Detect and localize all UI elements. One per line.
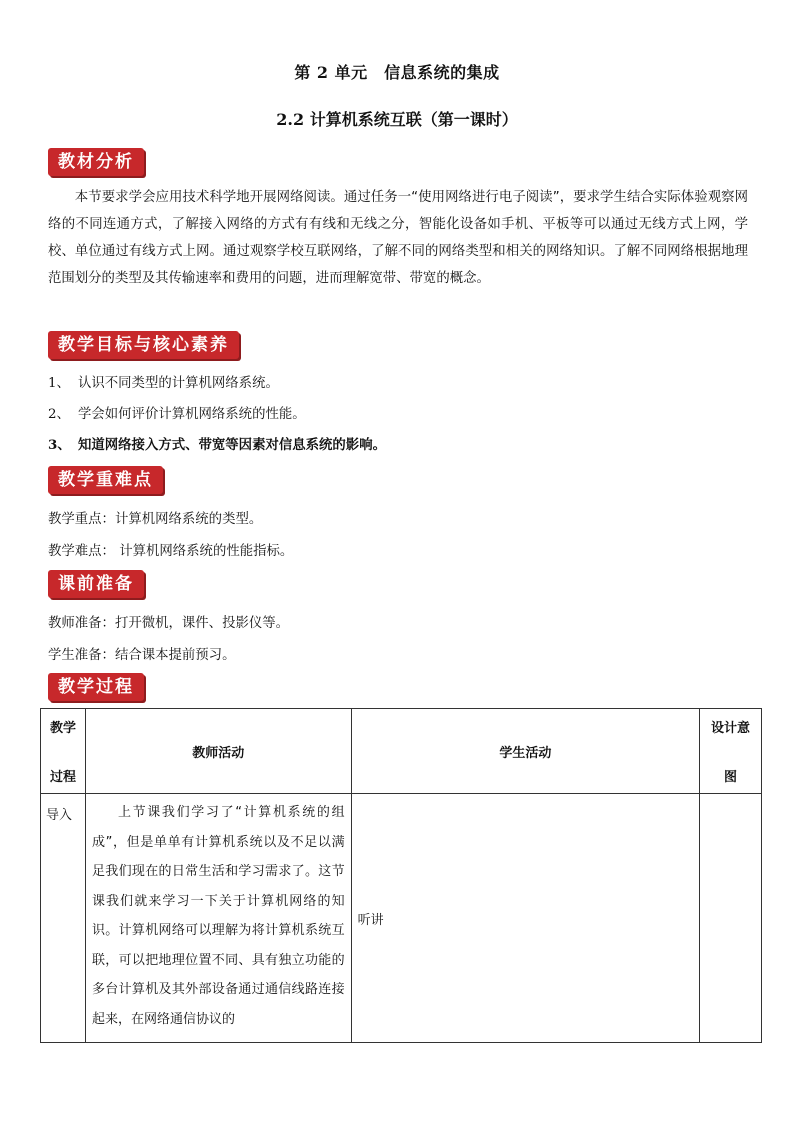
table-header-row: [41, 709, 762, 794]
header-stage: [41, 709, 86, 794]
design-intent-cell: [700, 794, 762, 1043]
objective-item: [48, 372, 279, 391]
teacher-preparation: 教师准备：打开微机，课件、投影仪等。: [48, 616, 290, 631]
section-heading-process: 教学过程: [48, 673, 144, 701]
header-design-bottom: 图: [724, 770, 738, 785]
key-point-difficulty: 教学难点： 计算机网络系统的性能指标。: [48, 544, 294, 559]
lesson-title: 2.2 计算机系统互联（第一课时）: [276, 110, 518, 129]
teaching-process-table: [40, 708, 762, 1043]
section-heading-analysis: 教材分析: [48, 148, 144, 176]
header-stage-bottom: 过程: [49, 770, 76, 785]
table-row: [41, 794, 762, 1043]
objective-text: 知道网络接入方式、带宽等因素对信息系统的影响。: [78, 437, 386, 453]
section-heading-key-points: 教学重难点: [48, 466, 163, 494]
header-stage-top: 教学: [49, 721, 76, 736]
unit-title: 第 2 单元 信息系统的集成: [294, 63, 500, 82]
teacher-activity-text: 上节课我们学习了“计算机系统的组成”，但是单单有计算机系统以及不足以满足我们现在的日常生活和学习需求了。这节课我们就来学习一下关于计算机网络的知识。计算机网络可以理解为将计算机系统互联，可以把地理位置不同、具有独立功能的多台计算机及其外部设备通过通信线路连接起来，在网络通信协议的: [91, 805, 345, 1027]
objective-number: 3、: [48, 437, 71, 453]
stage-cell: 导入: [41, 794, 86, 1043]
teacher-activity-cell: [85, 794, 351, 1043]
objective-item: [48, 434, 386, 453]
objective-item: [48, 403, 306, 422]
objective-text: 认识不同类型的计算机网络系统。: [78, 376, 279, 391]
header-design: [700, 709, 762, 794]
header-design-top: 设计意: [711, 721, 751, 736]
objective-number: 1、: [48, 376, 70, 391]
key-point-focus: 教学重点：计算机网络系统的类型。: [48, 512, 263, 527]
header-student: 学生活动: [351, 709, 699, 794]
analysis-paragraph: 本节要求学会应用技术科学地开展网络阅读。通过任务一“使用网络进行电子阅读”，要求学生结合实际体验观察网络的不同连通方式，了解接入网络的方式有有线和无线之分，智能化设备如手机、平板等可以通过无线方式上网，学校、单位通过有线方式上网。通过观察学校互联网络，了解不同的网络类型和相关的网络知识。了解不同网络根据地理范围划分的类型及其传输速率和费用的问题，进而理解宽带、带宽的概念。: [48, 190, 748, 286]
header-teacher: 教师活动: [85, 709, 351, 794]
student-activity-cell: 听讲: [351, 794, 699, 1043]
objective-text: 学会如何评价计算机网络系统的性能。: [78, 407, 306, 422]
student-preparation: 学生准备：结合课本提前预习。: [48, 648, 236, 663]
section-heading-preparation: 课前准备: [48, 570, 144, 598]
objective-number: 2、: [48, 407, 70, 422]
section-heading-objectives: 教学目标与核心素养: [48, 331, 239, 359]
